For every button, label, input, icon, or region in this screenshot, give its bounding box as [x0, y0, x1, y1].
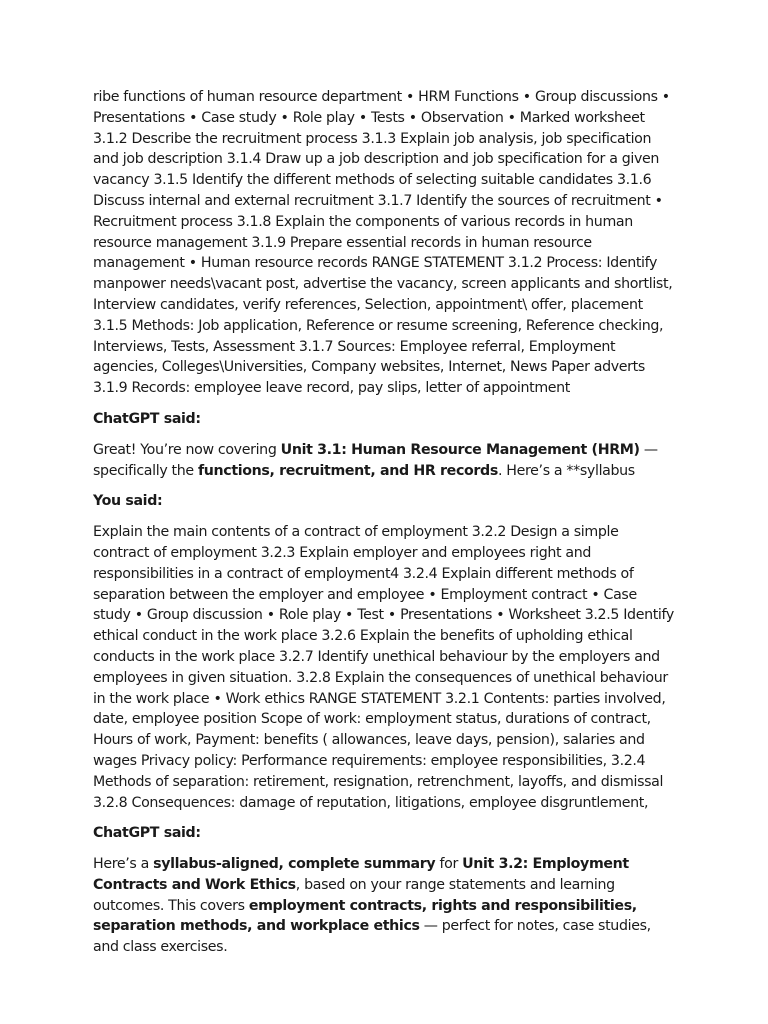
- bold-text-run: Unit 3.1: Human Resource Management (HRM): [280, 441, 640, 458]
- user-message-text-continued: ribe functions of human resource department • HRM Functions • Group discussions • Presentations • Case study • Role play • Tests • Observation • Marked worksheet 3.1.2 Describe the recruitment process 3.1.3 Explain job analysis, job specification and job description 3.1.4 Draw up a job description and job specification for a given vacancy 3.1.5 Identify the different methods of selecting suitable candidates 3.1.6 Discuss internal and external recruitment 3.1.7 Identify the sources of recruitment • Recruitment process 3.1.8 Explain the components of various records in human resource management 3.1.9 Prepare essential records in human resource management • Human resource records RANGE STATEMENT 3.1.2 Process: Identify manpower needs\vacant post, advertise the vacancy, screen applicants and shortlist, Interview candidates, verify references, Selection, appointment\ offer, placement 3.1.5 Methods: Job application, Reference or resume screening, Reference checking, Interviews, Tests, Assessment 3.1.7 Sources: Employee referral, Employment agencies, Colleges\Universities, Company websites, Internet, News Paper adverts 3.1.9 Records: employee leave record, pay slips, letter of appointment: [93, 89, 673, 397]
- speaker-label-chatgpt: ChatGPT said:: [93, 410, 201, 427]
- text-run: — specifically the: [93, 441, 658, 479]
- text-run: , based on your range statements and learning outcomes. This covers: [93, 876, 615, 914]
- bold-text-run: syllabus-aligned, complete summary: [153, 856, 436, 873]
- bold-text-run: Unit 3.2: Employment Contracts and Work Ethics: [93, 856, 629, 893]
- text-run: Great! You’re now covering: [93, 441, 281, 458]
- assistant-message-hrm: [93, 440, 677, 482]
- bold-text-run: functions, recruitment, and HR records: [197, 462, 498, 479]
- document-page: [93, 87, 677, 968]
- text-run: . Here’s a **syllabus: [497, 462, 635, 479]
- text-run: Here’s a: [93, 856, 154, 873]
- speaker-label-you: You said:: [93, 493, 163, 510]
- speaker-label-chatgpt: ChatGPT said:: [93, 825, 201, 842]
- assistant-message-employment-summary: [93, 854, 677, 958]
- text-run: — perfect for notes, case studies, and class exercises.: [93, 918, 651, 956]
- text-run: for: [435, 856, 463, 873]
- user-message-employment-contracts: Explain the main contents of a contract of employment 3.2.2 Design a simple contract of employment 3.2.3 Explain employer and employees right and responsibilities in a contract of employment4 3.2.4 Explain different methods of separation between the employer and employee • Employment contract • Case study • Group discussion • Role play • Test • Presentations • Worksheet 3.2.5 Identify ethical conduct in the work place 3.2.6 Explain the benefits of upholding ethical conducts in the work place 3.2.7 Identify unethical behaviour by the employers and employees in given situation. 3.2.8 Explain the consequences of unethical behaviour in the work place • Work ethics RANGE STATEMENT 3.2.1 Contents: parties involved, date, employee position Scope of work: employment status, durations of contract, Hours of work, Payment: benefits ( allowances, leave days, pension), salaries and wages Privacy policy: Performance requirements: employee responsibilities, 3.2.4 Methods of separation: retirement, resignation, retrenchment, layoffs, and dismissal 3.2.8 Consequences: damage of reputation, litigations, employee disgruntlement,: [93, 524, 674, 811]
- bold-text-run: employment contracts, rights and responsibilities, separation methods, and workplace ethics: [93, 897, 637, 935]
